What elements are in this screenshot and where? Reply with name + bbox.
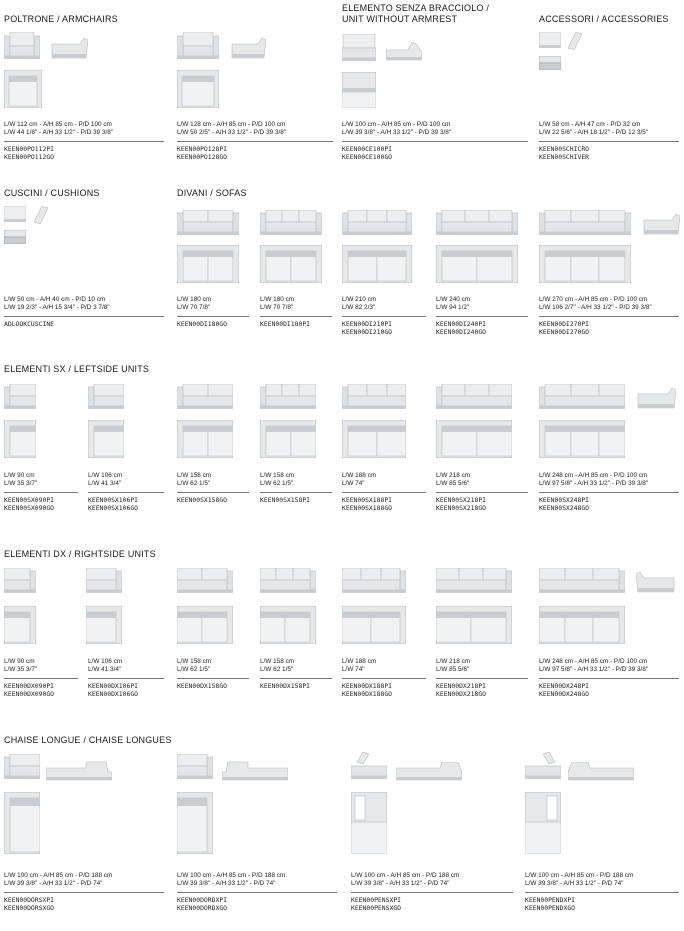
sofa-180go-dims: L/W 180 cm L/W 70 7/8": [177, 296, 212, 311]
leftside-158go-dims: L/W 158 cm L/W 62 1/5": [177, 472, 212, 487]
rightside-158go-dims: L/W 158 cm L/W 62 1/5": [177, 658, 212, 673]
leftside-248-side-illustration: [636, 386, 676, 410]
chaise-pensx-codes: KEEN00PENSXPI KEEN00PENSXGO: [351, 896, 402, 912]
divider: [260, 316, 332, 317]
cushion-front-illustration: [4, 206, 26, 222]
rightside-248-front-illustration: [539, 568, 625, 594]
divider: [539, 141, 679, 142]
leftside-248-front-illustration: [539, 384, 625, 410]
leftside-218-front-illustration: [436, 384, 512, 410]
leftside-188-top-illustration: [342, 420, 406, 458]
sofa-270-codes: KEEN00DI270PI KEEN00DI270GO: [539, 320, 590, 336]
chaise-pendx-top-illustration: [525, 792, 561, 854]
leftside-158pi-dims: L/W 158 cm L/W 62 1/5": [260, 472, 295, 487]
rightside-090-dims: L/W 90 cm L/W 35 3/7": [4, 658, 38, 673]
chaise-dorsx-dims: L/W 100 cm - A/H 85 cm - P/D 188 cm L/W 39 3/8" - A/H 33 1/2" - P/D 74": [4, 872, 113, 887]
sofa-240-dims: L/W 240 cm L/W 94 1/2": [436, 296, 471, 311]
divider: [177, 492, 249, 493]
armchair-128-dims: L/W 128 cm - A/H 85 cm - P/D 100 cm L/W 50 2/5" - A/H 33 1/2" - P/D 39 3/8": [177, 121, 287, 136]
rightside-158pi-top-illustration: [260, 606, 316, 644]
rightside-188-dims: L/W 188 cm L/W 74": [342, 658, 377, 673]
divider: [4, 678, 78, 679]
divider: [351, 892, 513, 893]
cushion-dims: L/W 50 cm - A/H 40 cm - P/D 10 cm L/W 19 2/3" - A/H 15 3/4" - P/D 3 7/8": [4, 296, 110, 311]
armless-side-illustration: [386, 42, 422, 62]
rightside-158pi-codes: KEEN00DX158PI: [260, 682, 311, 690]
chaise-pensx-dims: L/W 100 cm - A/H 85 cm - P/D 188 cm L/W 39 3/8" - A/H 33 1/2" - P/D 74": [351, 872, 460, 887]
rightside-218-codes: KEEN00DX218PI KEEN00DX218GO: [436, 682, 487, 698]
rightside-188-top-illustration: [342, 606, 406, 644]
cushion-codes: ADLOOKCUSCINE: [4, 320, 55, 328]
divider: [177, 316, 249, 317]
leftside-106-dims: L/W 106 cm L/W 41 3/4": [88, 472, 123, 487]
chaise-pensx-top-illustration: [351, 792, 387, 854]
divider: [525, 892, 679, 893]
leftside-158go-top-illustration: [177, 420, 233, 458]
leftside-106-front-illustration: [88, 384, 124, 410]
divider: [177, 678, 249, 679]
rightside-106-front-illustration: [86, 568, 122, 594]
chaise-pensx-side-illustration: [396, 762, 462, 782]
divider: [342, 678, 426, 679]
sofa-180pi-codes: KEEN00DI180PI: [260, 320, 311, 328]
rightside-248-codes: KEEN00DX248PI KEEN00DX248GO: [539, 682, 590, 698]
cushion-side-illustration: [34, 206, 48, 224]
divider: [436, 678, 528, 679]
rightside-158pi-dims: L/W 158 cm L/W 62 1/5": [260, 658, 295, 673]
leftside-158pi-top-illustration: [260, 420, 316, 458]
chaise-dordx-dims: L/W 100 cm - A/H 85 cm - P/D 188 cm L/W 39 3/8" - A/H 33 1/2" - P/D 74": [177, 872, 286, 887]
accessory-side-illustration: [568, 32, 582, 50]
sofa-240-top-illustration: [436, 245, 518, 283]
rightside-188-front-illustration: [342, 568, 406, 594]
leftside-090-dims: L/W 90 cm L/W 35 3/7": [4, 472, 38, 487]
leftside-188-codes: KEEN00SX188PI KEEN00SX188GO: [342, 496, 393, 512]
sofa-180go-top-illustration: [177, 245, 239, 283]
sofa-180go-front-illustration: [177, 210, 239, 236]
accessory-top-illustration: [539, 56, 561, 70]
sofa-180go-codes: KEEN00DI180GO: [177, 320, 228, 328]
leftside-090-top-illustration: [4, 420, 36, 458]
armchair-112-top-illustration: [4, 70, 42, 108]
sofa-240-front-illustration: [436, 210, 518, 236]
chaise-dorsx-top-illustration: [4, 792, 40, 854]
chaise-pendx-side-illustration: [568, 762, 634, 782]
rightside-218-front-illustration: [436, 568, 512, 594]
leftside-090-front-illustration: [4, 384, 36, 410]
divider: [436, 316, 528, 317]
rightside-158go-top-illustration: [177, 606, 233, 644]
chaise-dordx-front-illustration: [177, 754, 213, 780]
armchair-112-dims: L/W 112 cm - A/H 85 cm - P/D 100 cm L/W 44 1/8" - A/H 33 1/2" - P/D 39 3/8": [4, 121, 114, 136]
armchair-112-side-illustration: [50, 36, 88, 60]
sofa-270-front-illustration: [539, 210, 631, 236]
leftside-106-top-illustration: [88, 420, 124, 458]
leftside-188-dims: L/W 188 cm L/W 74": [342, 472, 377, 487]
rightside-090-top-illustration: [4, 606, 36, 644]
section-title-accessories: ACCESSORI / ACCESSORIES: [539, 14, 669, 24]
armless-top-illustration: [342, 72, 376, 108]
leftside-218-top-illustration: [436, 420, 512, 458]
rightside-248-top-illustration: [539, 606, 625, 644]
chaise-dordx-side-illustration: [222, 760, 288, 782]
chaise-dorsx-codes: KEEN00DORSXPI KEEN00DORSXGO: [4, 896, 55, 912]
divider: [342, 141, 528, 142]
divider: [88, 678, 164, 679]
divider: [177, 141, 333, 142]
leftside-218-codes: KEEN00SX218PI KEEN00SX218GO: [436, 496, 487, 512]
section-title-cushions: CUSCINI / CUSHIONS: [4, 188, 100, 198]
sofa-180pi-front-illustration: [260, 210, 322, 236]
divider: [260, 678, 332, 679]
armchair-128-top-illustration: [177, 70, 219, 108]
leftside-158go-front-illustration: [177, 384, 233, 410]
leftside-158go-codes: KEEN00SX158GO: [177, 496, 228, 504]
chaise-dordx-top-illustration: [177, 792, 213, 854]
rightside-106-codes: KEEN00DX106PI KEEN00DX106GO: [88, 682, 139, 698]
rightside-248-side-illustration: [636, 570, 676, 594]
armchair-112-codes: KEEN00PO112PI KEEN00PO112GO: [4, 145, 55, 161]
rightside-106-top-illustration: [86, 606, 122, 644]
rightside-188-codes: KEEN00DX188PI KEEN00DX188GO: [342, 682, 393, 698]
chaise-dorsx-front-illustration: [4, 754, 40, 780]
leftside-248-codes: KEEN00SX248PI KEEN00SX248GO: [539, 496, 590, 512]
leftside-188-front-illustration: [342, 384, 406, 410]
cushion-top-illustration: [4, 230, 26, 244]
sofa-240-codes: KEEN00DI240PI KEEN00DI240GO: [436, 320, 487, 336]
armchair-128-codes: KEEN00PO128PI KEEN00PO128GO: [177, 145, 228, 161]
rightside-090-codes: KEEN00DX090PI KEEN00DX090GO: [4, 682, 55, 698]
chaise-dordx-codes: KEEN00DORDXPI KEEN00DORDXGO: [177, 896, 228, 912]
section-title-leftside: ELEMENTI SX / LEFTSIDE UNITS: [4, 364, 150, 374]
chaise-pendx-front-illustration: [525, 752, 561, 780]
rightside-248-dims: L/W 248 cm - A/H 85 cm - P/D 100 cm L/W 97 5/8" - A/H 33 1/2" - P/D 39 3/8": [539, 658, 649, 673]
sofa-210-codes: KEEN00DI210PI KEEN00DI210GO: [342, 320, 393, 336]
divider: [4, 141, 164, 142]
leftside-090-codes: KEEN00SX090PI KEEN00SX090GO: [4, 496, 55, 512]
section-title-armchairs: POLTRONE / ARMCHAIRS: [4, 14, 118, 24]
armchair-112-front-illustration: [4, 32, 40, 60]
leftside-248-top-illustration: [539, 420, 625, 458]
leftside-106-codes: KEEN00SX106PI KEEN00SX106GO: [88, 496, 139, 512]
armchair-128-side-illustration: [230, 36, 266, 60]
leftside-248-dims: L/W 248 cm - A/H 85 cm - P/D 100 cm L/W 97 5/8" - A/H 33 1/2" - P/D 39 3/8": [539, 472, 649, 487]
armchair-128-front-illustration: [177, 32, 219, 60]
section-title-armless-line1: ELEMENTO SENZA BRACCIOLO /: [342, 3, 490, 13]
divider: [177, 892, 337, 893]
divider: [4, 492, 78, 493]
armless-front-illustration: [342, 34, 376, 62]
divider: [342, 316, 426, 317]
rightside-218-dims: L/W 218 cm L/W 85 5/6": [436, 658, 471, 673]
divider: [260, 492, 332, 493]
accessory-codes: KEEN00SCHICRO KEEN00SCHIVER: [539, 145, 590, 161]
divider: [436, 492, 528, 493]
accessory-front-illustration: [539, 32, 561, 48]
divider: [539, 492, 679, 493]
section-title-armless-line2: UNIT WITHOUT ARMREST: [342, 14, 458, 24]
leftside-218-dims: L/W 218 cm L/W 85 5/6": [436, 472, 471, 487]
sofa-270-side-illustration: [642, 212, 680, 236]
section-title-rightside: ELEMENTI DX / RIGHTSIDE UNITS: [4, 549, 156, 559]
divider: [4, 316, 164, 317]
chaise-pendx-dims: L/W 100 cm - A/H 85 cm - P/D 188 cm L/W 39 3/8" - A/H 33 1/2" - P/D 74": [525, 872, 634, 887]
chaise-dorsx-side-illustration: [46, 760, 112, 782]
chaise-pensx-front-illustration: [351, 752, 387, 780]
sofa-210-front-illustration: [342, 210, 412, 236]
section-title-chaise: CHAISE LONGUE / CHAISE LONGUES: [4, 735, 172, 745]
rightside-158pi-front-illustration: [260, 568, 316, 594]
accessory-dims: L/W 58 cm - A/H 47 cm - P/D 32 cm L/W 22 5/6" - A/H 18 1/2" - P/D 12 3/5": [539, 121, 649, 136]
rightside-218-top-illustration: [436, 606, 512, 644]
section-title-sofas: DIVANI / SOFAS: [177, 188, 247, 198]
divider: [4, 892, 164, 893]
rightside-158go-codes: KEEN00DX158GO: [177, 682, 228, 690]
rightside-158go-front-illustration: [177, 568, 233, 594]
rightside-090-front-illustration: [4, 568, 36, 594]
sofa-180pi-top-illustration: [260, 245, 322, 283]
sofa-180pi-dims: L/W 180 cm L/W 70 7/8": [260, 296, 295, 311]
leftside-158pi-codes: KEEN00SX158PI: [260, 496, 311, 504]
armless-codes: KEEN00CE100PI KEEN00CE100GO: [342, 145, 393, 161]
divider: [342, 492, 426, 493]
sofa-270-top-illustration: [539, 245, 631, 283]
armless-dims: L/W 100 cm - A/H 85 cm - P/D 100 cm L/W 39 3/8" - A/H 33 1/2" - P/D 39 3/8": [342, 121, 452, 136]
divider: [539, 678, 679, 679]
rightside-106-dims: L/W 106 cm L/W 41 3/4": [88, 658, 123, 673]
divider: [539, 316, 679, 317]
sofa-210-top-illustration: [342, 245, 412, 283]
divider: [88, 492, 164, 493]
sofa-210-dims: L/W 210 cm L/W 82 2/3": [342, 296, 377, 311]
leftside-158pi-front-illustration: [260, 384, 316, 410]
sofa-270-dims: L/W 270 cm - A/H 85 cm - P/D 100 cm L/W 106 2/7" - A/H 33 1/2" - P/D 39 3/8": [539, 296, 652, 311]
chaise-pendx-codes: KEEN00PENDXPI KEEN00PENDXGO: [525, 896, 576, 912]
